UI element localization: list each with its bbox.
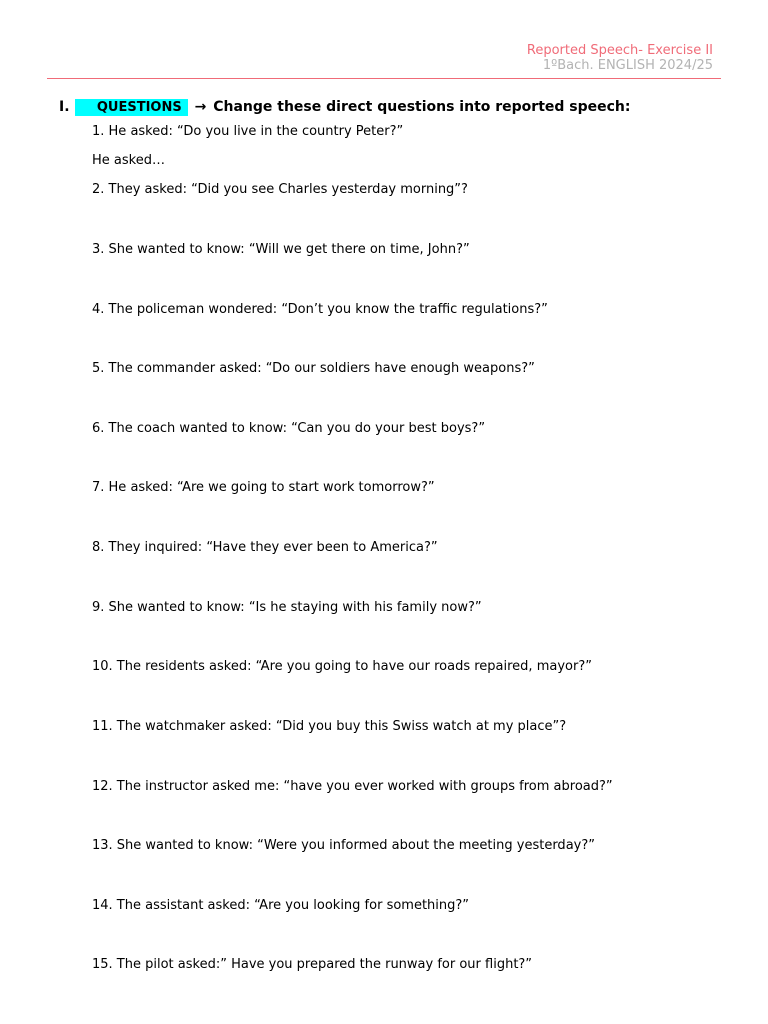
arrow-icon: → xyxy=(194,99,207,115)
question-7: 7. He asked: “Are we going to start work tomorrow?” xyxy=(92,480,435,495)
question-3: 3. She wanted to know: “Will we get there on time, John?” xyxy=(92,242,470,257)
section-heading xyxy=(59,99,631,116)
question-5: 5. The commander asked: “Do our soldiers have enough weapons?” xyxy=(92,361,535,376)
section-label: QUESTIONS xyxy=(75,99,188,116)
example-answer: He asked… xyxy=(92,153,165,168)
question-1: 1. He asked: “Do you live in the country Peter?” xyxy=(92,124,404,139)
question-11: 11. The watchmaker asked: “Did you buy this Swiss watch at my place”? xyxy=(92,719,567,734)
question-13: 13. She wanted to know: “Were you informed about the meeting yesterday?” xyxy=(92,838,595,853)
header-divider xyxy=(47,78,721,79)
question-14: 14. The assistant asked: “Are you looking for something?” xyxy=(92,898,470,913)
section-instruction: Change these direct questions into reported speech: xyxy=(213,99,631,115)
question-4: 4. The policeman wondered: “Don’t you know the traffic regulations?” xyxy=(92,302,548,317)
header-title: Reported Speech- Exercise II xyxy=(526,43,713,58)
question-2: 2. They asked: “Did you see Charles yesterday morning”? xyxy=(92,182,468,197)
question-9: 9. She wanted to know: “Is he staying with his family now?” xyxy=(92,600,482,615)
header-subtitle: 1ºBach. ENGLISH 2024/25 xyxy=(542,58,713,73)
page-header xyxy=(527,43,713,73)
section-numeral: I. xyxy=(59,99,70,115)
question-15: 15. The pilot asked:” Have you prepared the runway for our flight?” xyxy=(92,957,533,972)
question-6: 6. The coach wanted to know: “Can you do your best boys?” xyxy=(92,421,486,436)
question-10: 10. The residents asked: “Are you going to have our roads repaired, mayor?” xyxy=(92,659,592,674)
question-8: 8. They inquired: “Have they ever been to America?” xyxy=(92,540,438,555)
question-12: 12. The instructor asked me: “have you ever worked with groups from abroad?” xyxy=(92,779,613,794)
